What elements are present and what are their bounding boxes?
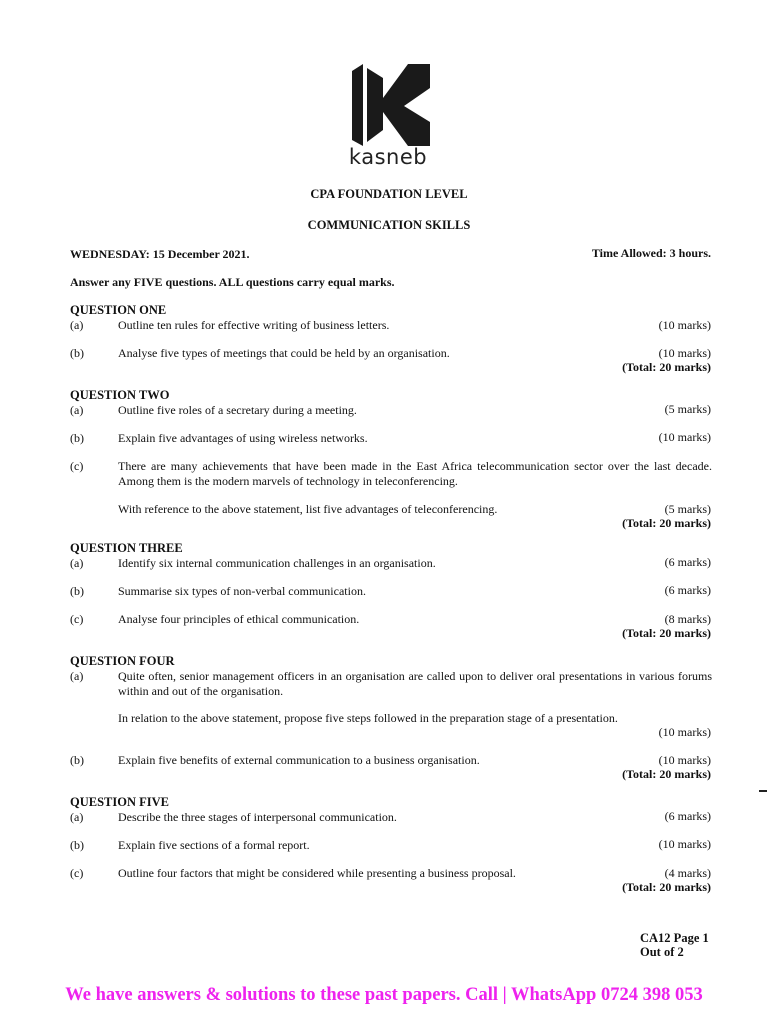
total-marks: (Total: 20 marks) xyxy=(622,626,711,640)
part-text-followup: With reference to the above statement, list five advantages of teleconferencing. xyxy=(118,502,498,516)
exam-level: CPA FOUNDATION LEVEL xyxy=(310,187,468,201)
part-label: (c) xyxy=(70,459,84,473)
exam-instructions: Answer any FIVE questions. ALL questions carry equal marks. xyxy=(70,275,395,289)
page-of: Out of 2 xyxy=(640,945,684,959)
part-label: (b) xyxy=(70,838,84,852)
part-text: Describe the three stages of interpersonal communication. xyxy=(118,810,397,824)
question-heading: QUESTION THREE xyxy=(70,541,183,555)
brand-name: kasneb xyxy=(348,145,428,169)
part-marks: (10 marks) xyxy=(658,318,711,332)
question-heading: QUESTION FIVE xyxy=(70,795,169,809)
question-heading: QUESTION TWO xyxy=(70,388,170,402)
part-label: (a) xyxy=(70,810,84,824)
part-marks: (8 marks) xyxy=(664,612,711,626)
scan-edge-mark xyxy=(759,790,767,792)
part-marks: (6 marks) xyxy=(664,809,711,823)
part-marks: (5 marks) xyxy=(664,402,711,416)
part-text: Identify six internal communication challenges in an organisation. xyxy=(118,556,436,570)
part-label: (c) xyxy=(70,612,84,626)
part-label: (b) xyxy=(70,753,84,767)
time-allowed: Time Allowed: 3 hours. xyxy=(591,246,711,260)
part-label: (a) xyxy=(70,669,84,683)
part-label: (b) xyxy=(70,346,84,360)
part-text: Outline five roles of a secretary during a meeting. xyxy=(118,403,357,417)
part-text: Explain five benefits of external communication to a business organisation. xyxy=(118,753,480,767)
part-text: Analyse four principles of ethical communication. xyxy=(118,612,360,626)
part-text: Explain five sections of a formal report. xyxy=(118,838,310,852)
part-marks: (6 marks) xyxy=(664,583,711,597)
promo-banner: We have answers & solutions to these past papers. Call | WhatsApp 0724 398 053 xyxy=(65,985,703,1005)
part-text-followup: In relation to the above statement, propose five steps followed in the preparation stage of a presentation. xyxy=(118,711,618,725)
part-text: Quite often, senior management officers in an organisation are called upon to deliver oral presentations in various forums within and out of the organisation. xyxy=(118,669,712,698)
kasneb-logo-icon xyxy=(350,64,430,146)
part-text: Outline four factors that might be considered while presenting a business proposal. xyxy=(118,866,516,880)
exam-date: WEDNESDAY: 15 December 2021. xyxy=(70,247,250,261)
total-marks: (Total: 20 marks) xyxy=(622,767,711,781)
part-label: (a) xyxy=(70,318,84,332)
part-text: There are many achievements that have been made in the East Africa telecommunication sector over the last decade. Among them is the modern marvels of technology in teleconferencing. xyxy=(118,459,712,488)
part-text: Analyse five types of meetings that could be held by an organisation. xyxy=(118,346,450,360)
part-marks: (10 marks) xyxy=(658,837,711,851)
part-text: Outline ten rules for effective writing of business letters. xyxy=(118,318,390,332)
page-code: CA12 Page 1 xyxy=(640,931,709,945)
part-label: (a) xyxy=(70,403,84,417)
part-text: Explain five advantages of using wireless networks. xyxy=(118,431,368,445)
part-marks: (10 marks) xyxy=(658,430,711,444)
part-marks: (10 marks) xyxy=(658,725,711,739)
exam-subject: COMMUNICATION SKILLS xyxy=(307,218,471,232)
part-label: (b) xyxy=(70,431,84,445)
total-marks: (Total: 20 marks) xyxy=(622,880,711,894)
total-marks: (Total: 20 marks) xyxy=(622,360,711,374)
question-heading: QUESTION ONE xyxy=(70,303,167,317)
part-label: (c) xyxy=(70,866,84,880)
part-marks: (5 marks) xyxy=(664,502,711,516)
part-label: (b) xyxy=(70,584,84,598)
part-marks: (10 marks) xyxy=(658,753,711,767)
part-marks: (10 marks) xyxy=(658,346,711,360)
total-marks: (Total: 20 marks) xyxy=(622,516,711,530)
part-label: (a) xyxy=(70,556,84,570)
part-marks: (6 marks) xyxy=(664,555,711,569)
question-heading: QUESTION FOUR xyxy=(70,654,175,668)
part-marks: (4 marks) xyxy=(664,866,711,880)
part-text: Summarise six types of non-verbal communication. xyxy=(118,584,366,598)
